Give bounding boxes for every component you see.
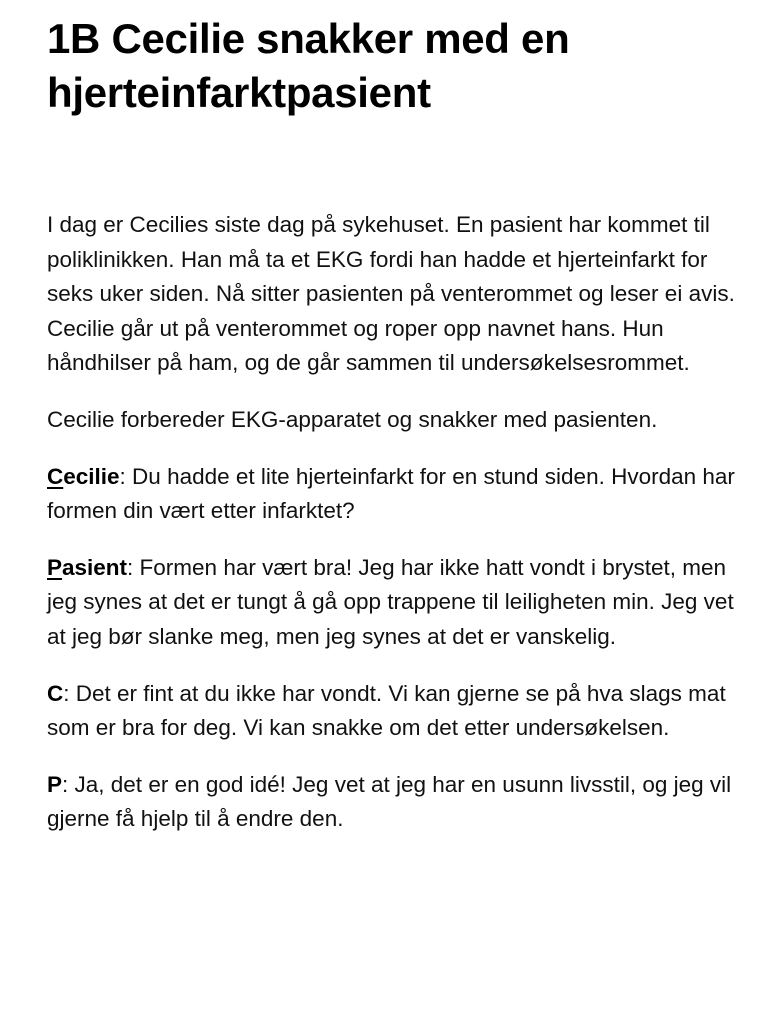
speaker-abbrev: P <box>47 771 63 797</box>
document-body <box>47 208 737 837</box>
speaker-name <box>47 464 120 489</box>
dialogue-line-p <box>47 768 737 837</box>
speaker-initial: P <box>47 554 63 580</box>
dialogue-text: : Formen har vært bra! Jeg har ikke hatt vondt i brystet, men jeg synes at det er tungt å gå opp trappene til leiligheten min. Jeg vet at jeg bør slanke meg, men jeg synes at det er vanskelig. <box>47 554 734 649</box>
page-title: 1B Cecilie snakker med en hjerteinfarktpasient <box>47 15 570 116</box>
speaker-initial: C <box>47 463 64 489</box>
dialogue-text: : Ja, det er en god idé! Jeg vet at jeg har en usunn livsstil, og jeg vil gjerne få hjelp til å endre den. <box>47 771 732 832</box>
dialogue-line-pasient <box>47 551 737 655</box>
speaker-name-rest: asient <box>62 554 128 580</box>
dialogue-line-c <box>47 677 737 746</box>
speaker-name-rest: ecilie <box>63 463 120 489</box>
dialogue-line-cecilie <box>47 460 737 529</box>
intro-paragraph: I dag er Cecilies siste dag på sykehuset. En pasient har kommet til poliklinikken. Han må ta et EKG fordi han hadde et hjerteinfarkt for seks uker siden. Nå sitter pasienten på venterommet og leser ei avis. Cecilie går ut på venterommet og roper opp navnet hans. Hun håndhilser på ham, og de går sammen til undersøkelsesrommet. <box>47 212 735 376</box>
dialogue-text: : Du hadde et lite hjerteinfarkt for en stund siden. Hvordan har formen din vært etter infarktet? <box>47 463 735 524</box>
document-page <box>47 12 737 859</box>
speaker-name <box>47 555 127 580</box>
speaker-abbrev: C <box>47 680 64 706</box>
intro-paragraph: Cecilie forbereder EKG-apparatet og snakker med pasienten. <box>47 406 658 432</box>
dialogue-text: : Det er fint at du ikke har vondt. Vi kan gjerne se på hva slags mat som er bra for deg. Vi kan snakke om det etter undersøkelsen. <box>47 680 726 741</box>
